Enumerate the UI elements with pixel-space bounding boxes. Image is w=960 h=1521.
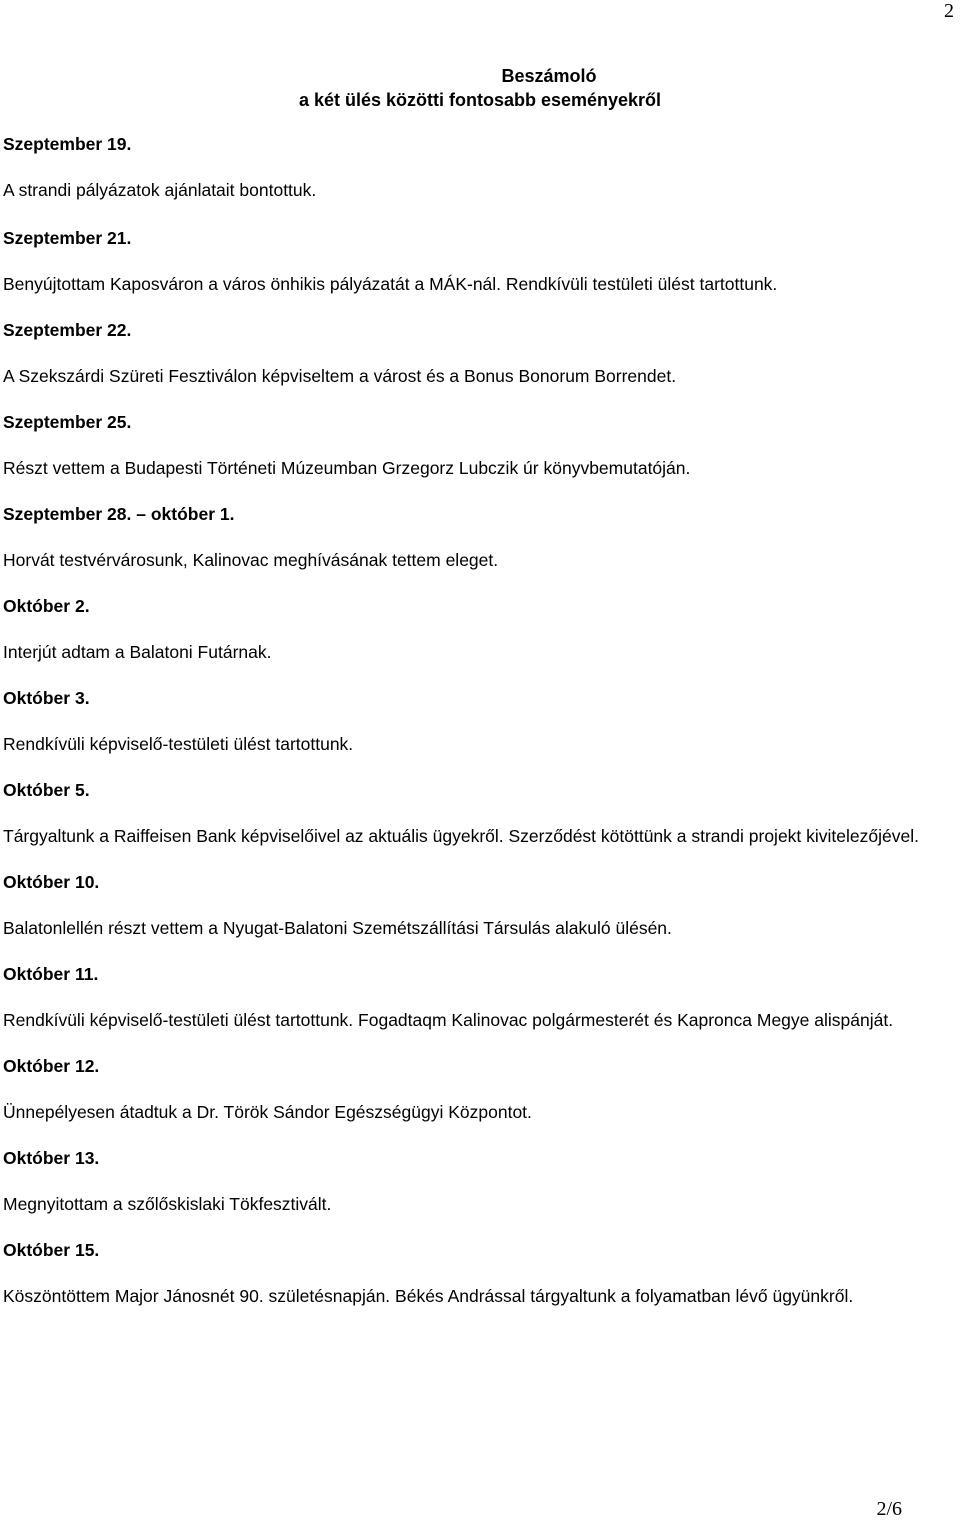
event-entry [3,870,958,962]
event-description: Részt vettem a Budapesti Történeti Múzeumban Grzegorz Lubczik úr könyvbemutatóján. [3,458,691,478]
event-entry [3,318,958,410]
event-entry [3,778,958,870]
event-entry [3,132,958,226]
event-entry [3,226,958,318]
event-date: Szeptember 25. [3,412,132,432]
event-description: Ünnepélyesen átadtuk a Dr. Török Sándor Egészségügyi Központot. [3,1102,532,1122]
event-entry [3,502,958,594]
event-description: Tárgyaltunk a Raiffeisen Bank képviselőivel az aktuális ügyekről. Szerződést kötöttünk a strandi projekt kivitelezőjével. [3,826,919,846]
event-entry [3,1054,958,1146]
document-subtitle: a két ülés közötti fontosabb eseményekről [298,90,662,110]
event-entry [3,686,958,778]
event-date: Október 3. [3,688,90,708]
event-date: Október 15. [3,1240,100,1260]
event-description: Megnyitottam a szőlőskislaki Tökfesztivált. [3,1194,332,1214]
event-description: Balatonlellén részt vettem a Nyugat-Balatoni Szemétszállítási Társulás alakuló ülésén. [3,918,672,938]
event-date: Október 5. [3,780,90,800]
event-list [3,132,958,1308]
page-number-bottom: 2/6 [876,1498,902,1520]
event-date: Szeptember 28. – október 1. [3,504,235,524]
event-entry [3,962,958,1054]
event-description: A strandi pályázatok ajánlatait bontottuk. [3,180,317,200]
event-description: Benyújtottam Kaposváron a város önhikis pályázatát a MÁK-nál. Rendkívüli testületi ülést tartottunk. [3,274,778,294]
event-date: Szeptember 21. [3,228,132,248]
document-header [0,64,960,112]
document-title: Beszámoló [501,66,597,86]
event-date: Szeptember 22. [3,320,132,340]
event-date: Október 13. [3,1148,100,1168]
event-entry [3,1146,958,1238]
event-date: Szeptember 19. [3,134,132,154]
event-description: Horvát testvérvárosunk, Kalinovac meghívásának tettem eleget. [3,550,499,570]
event-date: Október 11. [3,964,99,984]
event-description: Rendkívüli képviselő-testületi ülést tartottunk. [3,734,354,754]
event-entry [3,594,958,686]
event-description: Rendkívüli képviselő-testületi ülést tartottunk. Fogadtaqm Kalinovac polgármesterét és Kapronca Megye alispánját. [3,1010,894,1030]
event-entry [3,410,958,502]
page-number-top: 2 [944,0,954,22]
event-entry [3,1238,958,1308]
event-description: A Szekszárdi Szüreti Fesztiválon képviseltem a várost és a Bonus Bonorum Borrendet. [3,366,677,386]
event-description: Interjút adtam a Balatoni Futárnak. [3,642,272,662]
event-date: Október 10. [3,872,100,892]
event-date: Október 2. [3,596,90,616]
event-date: Október 12. [3,1056,100,1076]
event-description: Köszöntöttem Major Jánosnét 90. születésnapján. Békés Andrással tárgyaltunk a folyamatban lévő ügyünkről. [3,1286,854,1306]
